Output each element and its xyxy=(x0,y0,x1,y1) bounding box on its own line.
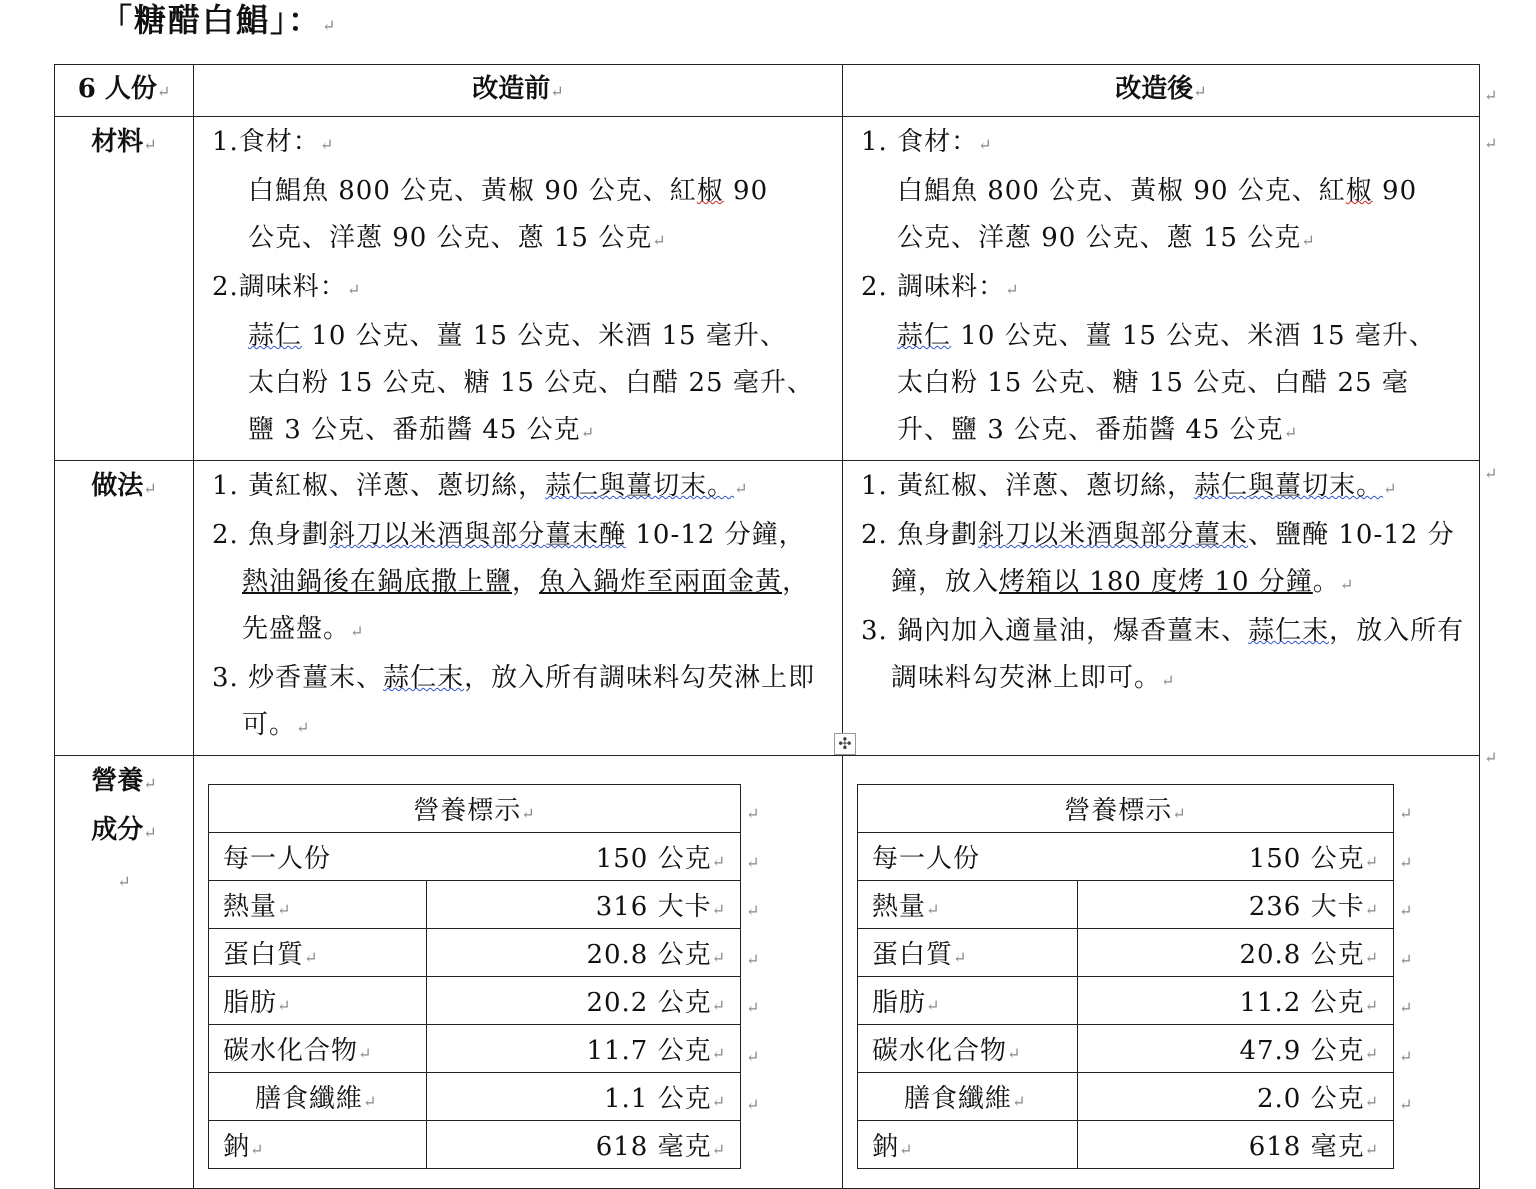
before-nutrition-cell xyxy=(194,756,843,1189)
after-step-2: 2. 魚身劃斜刀以米酒與部分薑末、鹽醃 10-12 分鐘，放入烤箱以 180 度烤 10 分鐘。↵ xyxy=(861,520,1455,597)
row-end-marks: ↵ ↵ ↵ ↵ ↵ ↵ ↵ xyxy=(746,804,760,1114)
nutrition-serving-cell: 每一人份 150 公克↵ xyxy=(858,833,1394,881)
nutrition-row-item xyxy=(209,977,741,1025)
after-method-cell xyxy=(843,461,1480,756)
nutrition-title-row xyxy=(209,785,741,833)
nutrient-name: 脂肪↵ xyxy=(209,977,427,1025)
before-header xyxy=(194,65,843,117)
ingredients-label xyxy=(55,117,194,461)
before-step-1: 1. 黃紅椒、洋蔥、蔥切絲，蒜仁與薑切末。↵ xyxy=(212,471,749,501)
nutrition-label-line: 成分↵ xyxy=(91,815,157,845)
table-move-handle-icon[interactable]: ✣ xyxy=(834,733,856,755)
servings-header xyxy=(55,65,194,117)
nutrient-value: 236 大卡↵ xyxy=(1078,881,1394,929)
nutrition-title: 營養標示↵ xyxy=(209,785,741,833)
header-row xyxy=(55,65,1480,117)
nutrition-serving-row xyxy=(858,833,1394,881)
before-step-2: 2. 魚身劃斜刀以米酒與部分薑末醃 10-12 分鐘，熱油鍋後在鍋底撒上鹽，魚入鍋炸至兩面金黃，先盛盤。↵ xyxy=(212,520,810,644)
after-season-line: 太白粉 15 公克、糖 15 公克、白醋 25 毫 xyxy=(897,368,1409,398)
nutrient-value: 11.2 公克↵ xyxy=(1078,977,1394,1025)
ingredients-row xyxy=(55,117,1480,461)
nutrient-name: 鈉↵ xyxy=(209,1121,427,1169)
nutrient-name: 脂肪↵ xyxy=(858,977,1078,1025)
nutrient-value: 618 毫克↵ xyxy=(427,1121,741,1169)
paragraph-mark: ↵ xyxy=(550,82,564,101)
paragraph-mark: ↵ xyxy=(117,872,131,891)
nutrient-name: 熱量↵ xyxy=(209,881,427,929)
nutrient-name: 碳水化合物↵ xyxy=(858,1025,1078,1073)
nutrition-label xyxy=(55,756,194,1189)
after-season-line: 升、鹽 3 公克、番茄醬 45 公克↵ xyxy=(897,415,1299,445)
paragraph-mark: ↵ xyxy=(143,135,157,154)
nutrient-name: 熱量↵ xyxy=(858,881,1078,929)
method-row xyxy=(55,461,1480,756)
after-season-line: 蒜仁 10 公克、薑 15 公克、米酒 15 毫升、 xyxy=(897,321,1436,351)
nutrition-label-line: 營養↵ xyxy=(91,766,157,796)
before-season-title: 2.調味料：↵ xyxy=(212,272,362,302)
before-ing-title: 1.食材：↵ xyxy=(212,127,335,157)
after-season-title: 2. 調味料：↵ xyxy=(861,272,1020,302)
after-nutrition-cell xyxy=(843,756,1480,1189)
row-end-mark: ↵ xyxy=(1484,134,1498,153)
row-end-mark: ↵ xyxy=(1484,86,1498,105)
before-ing-line: 公克、洋蔥 90 公克、蔥 15 公克↵ xyxy=(248,223,667,253)
nutrition-serving-row xyxy=(209,833,741,881)
nutrient-value: 20.8 公克↵ xyxy=(427,929,741,977)
recipe-heading-text: 「糖醋白鯧」： xyxy=(100,1,323,39)
nutrient-name: 碳水化合物↵ xyxy=(209,1025,427,1073)
after-step-1: 1. 黃紅椒、洋蔥、蔥切絲，蒜仁與薑切末。↵ xyxy=(861,471,1398,501)
after-step-3: 3. 鍋內加入適量油，爆香薑末、蒜仁末，放入所有調味料勾芡淋上即可。↵ xyxy=(861,616,1465,693)
nutrient-value: 20.2 公克↵ xyxy=(427,977,741,1025)
nutrient-value: 11.7 公克↵ xyxy=(427,1025,741,1073)
nutrition-title: 營養標示↵ xyxy=(858,785,1394,833)
nutrient-name: 膳食纖維↵ xyxy=(858,1073,1078,1121)
nutrition-row xyxy=(55,756,1480,1189)
nutrition-row-item xyxy=(209,1073,741,1121)
nutrient-value: 47.9 公克↵ xyxy=(1078,1025,1394,1073)
recipe-table xyxy=(54,64,1480,1189)
before-header-text: 改造前 xyxy=(472,74,551,104)
nutrient-value: 316 大卡↵ xyxy=(427,881,741,929)
nutrition-row-item xyxy=(209,929,741,977)
before-season-line: 太白粉 15 公克、糖 15 公克、白醋 25 毫升、 xyxy=(248,368,814,398)
after-ing-line: 白鯧魚 800 公克、黃椒 90 公克、紅椒 90 xyxy=(897,176,1418,206)
nutrient-value: 20.8 公克↵ xyxy=(1078,929,1394,977)
nutrient-name: 膳食纖維↵ xyxy=(209,1073,427,1121)
row-end-marks: ↵ ↵ ↵ ↵ ↵ ↵ ↵ xyxy=(1399,804,1413,1114)
before-season-line: 鹽 3 公克、番茄醬 45 公克↵ xyxy=(248,415,596,445)
before-ing-line: 白鯧魚 800 公克、黃椒 90 公克、紅椒 90 xyxy=(248,176,769,206)
before-season-line: 蒜仁 10 公克、薑 15 公克、米酒 15 毫升、 xyxy=(248,321,787,351)
ingredients-label-text: 材料 xyxy=(91,127,144,157)
nutrition-row-item xyxy=(858,1073,1394,1121)
before-method-cell xyxy=(194,461,843,756)
nutrient-value: 1.1 公克↵ xyxy=(427,1073,741,1121)
after-header xyxy=(843,65,1480,117)
paragraph-mark: ↵ xyxy=(1193,82,1207,101)
nutrition-row-item xyxy=(209,1025,741,1073)
before-nutrition-table xyxy=(208,784,741,1169)
paragraph-mark: ↵ xyxy=(143,479,157,498)
nutrition-row-item xyxy=(858,1121,1394,1169)
row-end-mark: ↵ xyxy=(1484,464,1498,483)
after-ing-line: 公克、洋蔥 90 公克、蔥 15 公克↵ xyxy=(897,223,1316,253)
recipe-heading xyxy=(100,0,337,48)
after-nutrition-table xyxy=(857,784,1394,1169)
nutrient-name: 蛋白質↵ xyxy=(858,929,1078,977)
after-ingredients-cell xyxy=(843,117,1480,461)
after-header-text: 改造後 xyxy=(1115,74,1194,104)
nutrition-row-item xyxy=(209,1121,741,1169)
nutrition-row-item xyxy=(858,977,1394,1025)
nutrient-value: 618 毫克↵ xyxy=(1078,1121,1394,1169)
paragraph-mark: ↵ xyxy=(322,16,338,35)
nutrition-serving-cell: 每一人份 150 公克↵ xyxy=(209,833,741,881)
paragraph-mark: ↵ xyxy=(156,82,171,101)
row-end-mark: ↵ xyxy=(1484,748,1498,767)
nutrient-name: 蛋白質↵ xyxy=(209,929,427,977)
nutrition-title-row xyxy=(858,785,1394,833)
nutrition-row-item xyxy=(858,881,1394,929)
nutrition-row-item xyxy=(858,929,1394,977)
method-label-text: 做法 xyxy=(91,471,144,501)
servings-header-text: 6 人份 xyxy=(77,74,157,104)
before-step-3: 3. 炒香薑末、蒜仁末，放入所有調味料勾芡淋上即可。↵ xyxy=(212,663,816,740)
nutrient-value: 2.0 公克↵ xyxy=(1078,1073,1394,1121)
nutrition-row-item xyxy=(858,1025,1394,1073)
before-ingredients-cell xyxy=(194,117,843,461)
after-ing-title: 1. 食材：↵ xyxy=(861,127,993,157)
nutrient-name: 鈉↵ xyxy=(858,1121,1078,1169)
method-label xyxy=(55,461,194,756)
nutrition-row-item xyxy=(209,881,741,929)
